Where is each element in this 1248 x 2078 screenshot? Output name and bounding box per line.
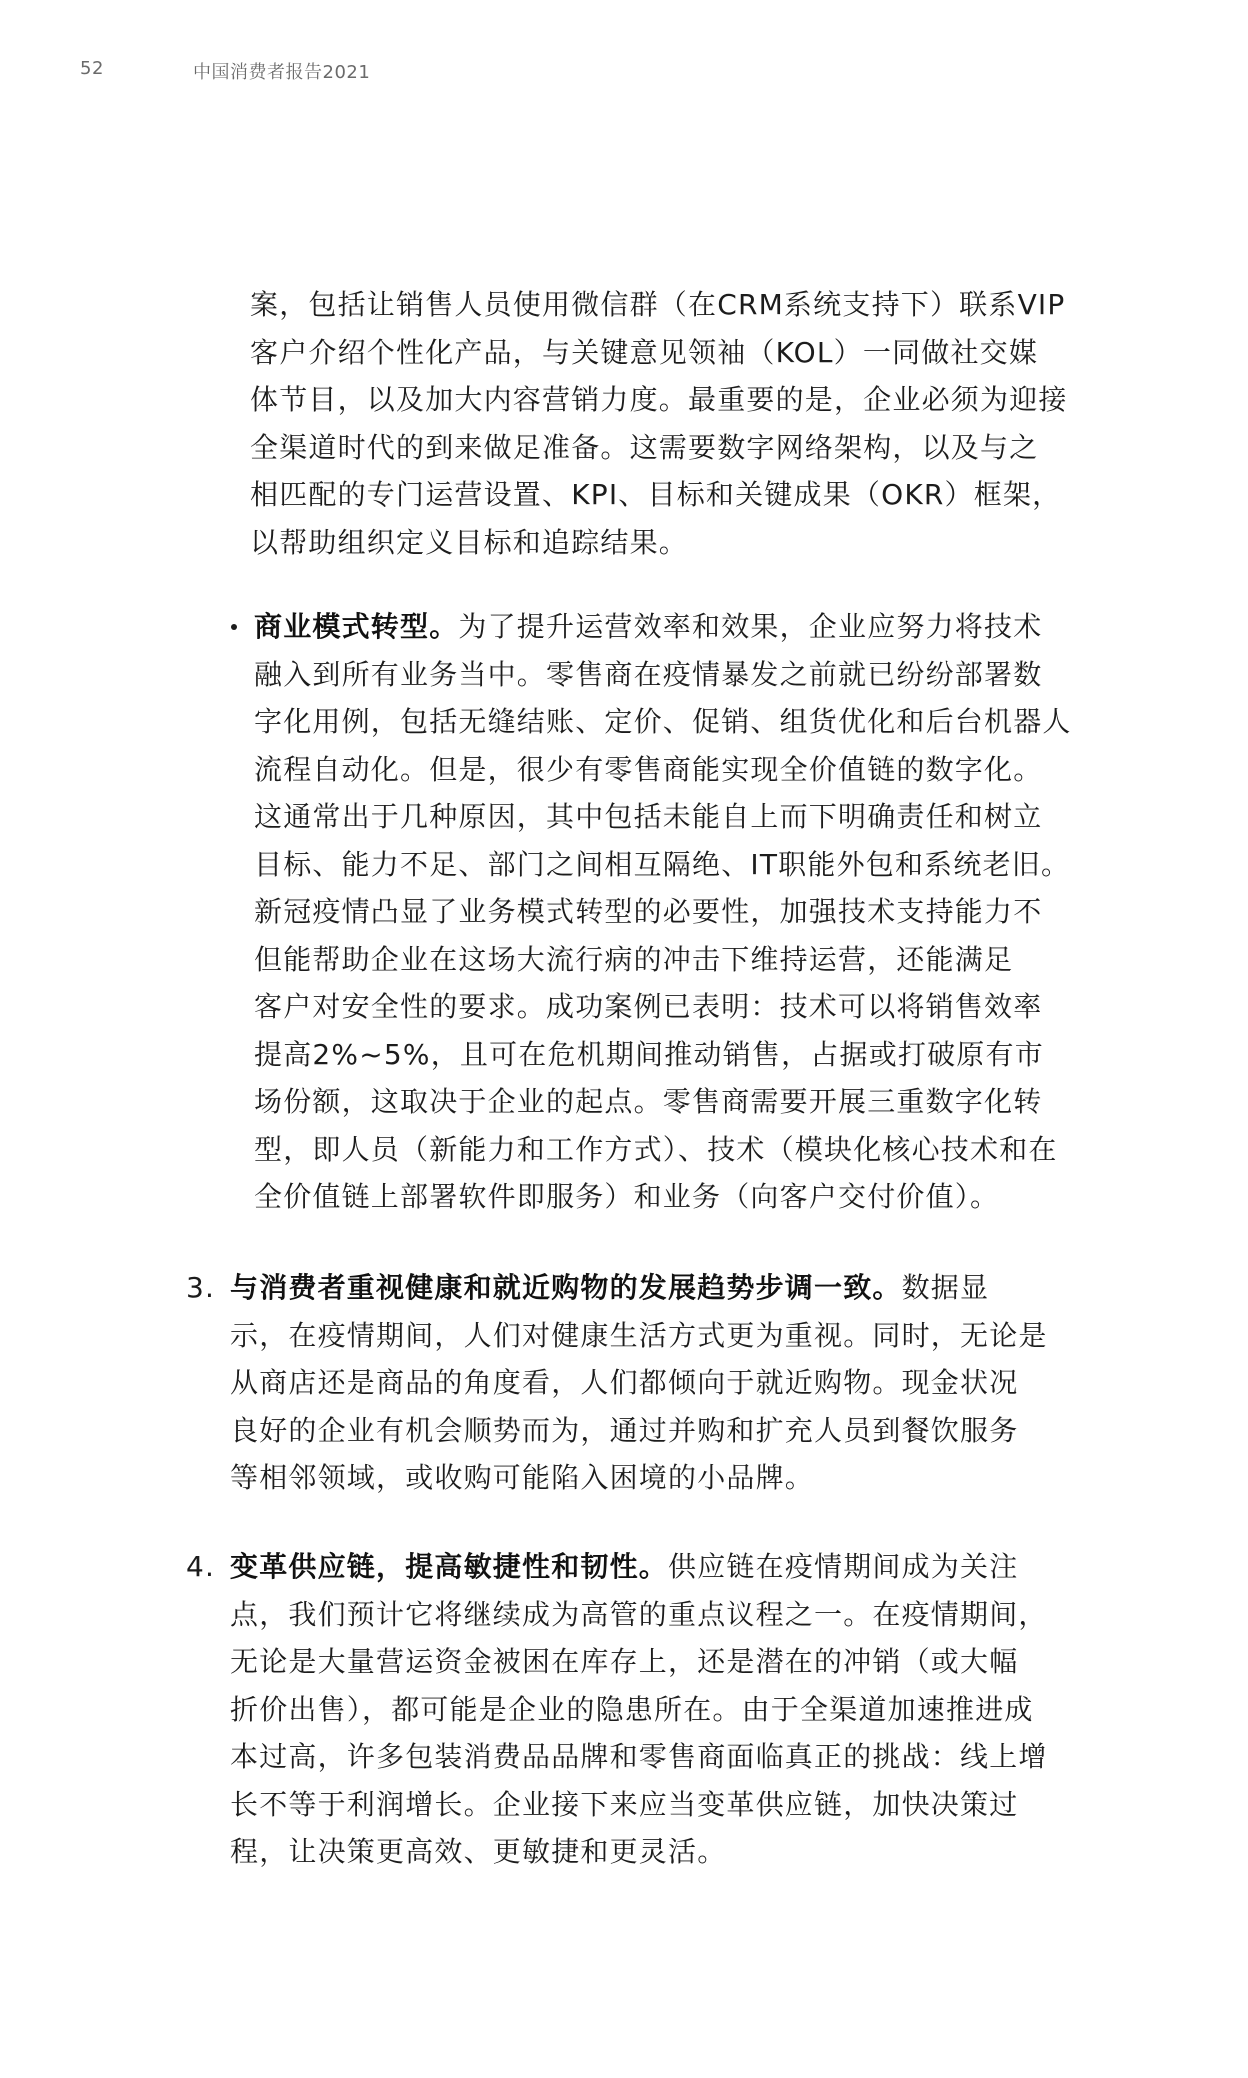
item-first-line-text: 数据显 [901,1271,990,1304]
text-line: 本过高，许多包装消费品品牌和零售商面临真正的挑战：线上增 [230,1740,1048,1773]
list-number: 4. [186,1550,216,1583]
text-line: 场份额，这取决于企业的起点。零售商需要开展三重数字化转 [254,1085,1043,1118]
text-line: 客户介绍个性化产品，与关键意见领袖（KOL）一同做社交媒 [250,335,1039,369]
text-line: 但能帮助企业在这场大流行病的冲击下维持运营，还能满足 [254,942,1014,976]
text-line [230,1264,1070,1312]
text-line: 示，在疫情期间，人们对健康生活方式更为重视。同时，无论是 [230,1318,1048,1352]
text-line: 全渠道时代的到来做足准备。这需要数字网络架构，以及与之 [250,430,1039,464]
numbered-item-3 [186,1264,1070,1502]
text-line: 目标、能力不足、部门之间相互隔绝、IT职能外包和系统老旧。 [254,847,1071,881]
bullet-icon [231,624,237,630]
text-line: 客户对安全性的要求。成功案例已表明：技术可以将销售效率 [254,990,1043,1023]
text-line: 提高2%~5%，且可在危机期间推动销售，占据或打破原有市 [254,1037,1044,1071]
text-line: 程，让决策更高效、更敏捷和更灵活。 [230,1835,727,1868]
item-heading: 变革供应链，提高敏捷性和韧性。 [230,1550,669,1583]
text-line: 长不等于利润增长。企业接下来应当变革供应链，加快决策过 [230,1787,1019,1821]
text-line: 新冠疫情凸显了业务模式转型的必要性，加强技术支持能力不 [254,895,1043,928]
text-line: 折价出售），都可能是企业的隐患所在。由于全渠道加速推进成 [230,1692,1034,1726]
text-line: 良好的企业有机会顺势而为，通过并购和扩充人员到餐饮服务 [230,1413,1019,1447]
text-line: 体节目，以及加大内容营销力度。最重要的是，企业必须为迎接 [250,383,1068,416]
text-line: 无论是大量营运资金被困在库存上，还是潜在的冲销（或大幅 [230,1645,1019,1678]
bullet-heading: 商业模式转型。 [254,610,459,643]
bullet-first-line-text: 为了提升运营效率和效果，企业应努力将技术 [458,610,1043,643]
text-line: 以帮助组织定义目标和追踪结果。 [250,525,689,559]
text-line [230,1543,1070,1591]
text-line: 点，我们预计它将继续成为高管的重点议程之一。在疫情期间， [230,1597,1048,1631]
item-heading: 与消费者重视健康和就近购物的发展趋势步调一致。 [230,1271,902,1304]
running-header [0,56,1248,86]
continued-paragraph [250,281,1070,566]
page-number: 52 [80,58,104,79]
list-number: 3. [186,1271,216,1304]
text-line [254,603,1074,651]
text-line: 型，即人员（新能力和工作方式）、技术（模块化核心技术和在 [254,1132,1058,1166]
text-line: 融入到所有业务当中。零售商在疫情暴发之前就已纷纷部署数 [254,657,1043,691]
text-line: 流程自动化。但是，很少有零售商能实现全价值链的数字化。 [254,752,1043,786]
text-line: 相匹配的专门运营设置、KPI、目标和关键成果（OKR）框架， [250,478,1062,511]
text-line: 全价值链上部署软件即服务）和业务（向客户交付价值）。 [254,1180,1000,1213]
text-line: 从商店还是商品的角度看，人们都倾向于就近购物。现金状况 [230,1366,1019,1399]
item-first-line-text: 供应链在疫情期间成为关注 [668,1550,1019,1583]
text-line: 这通常出于几种原因，其中包括未能自上而下明确责任和树立 [254,800,1043,833]
numbered-item-4 [186,1543,1070,1876]
bullet-item-business-model [254,603,1074,1221]
text-line: 案，包括让销售人员使用微信群（在CRM系统支持下）联系VIP [250,288,1066,321]
text-line: 等相邻领域，或收购可能陷入困境的小品牌。 [230,1461,815,1494]
report-title: 中国消费者报告2021 [193,62,371,83]
text-line: 字化用例，包括无缝结账、定价、促销、组货优化和后台机器人 [254,705,1072,738]
